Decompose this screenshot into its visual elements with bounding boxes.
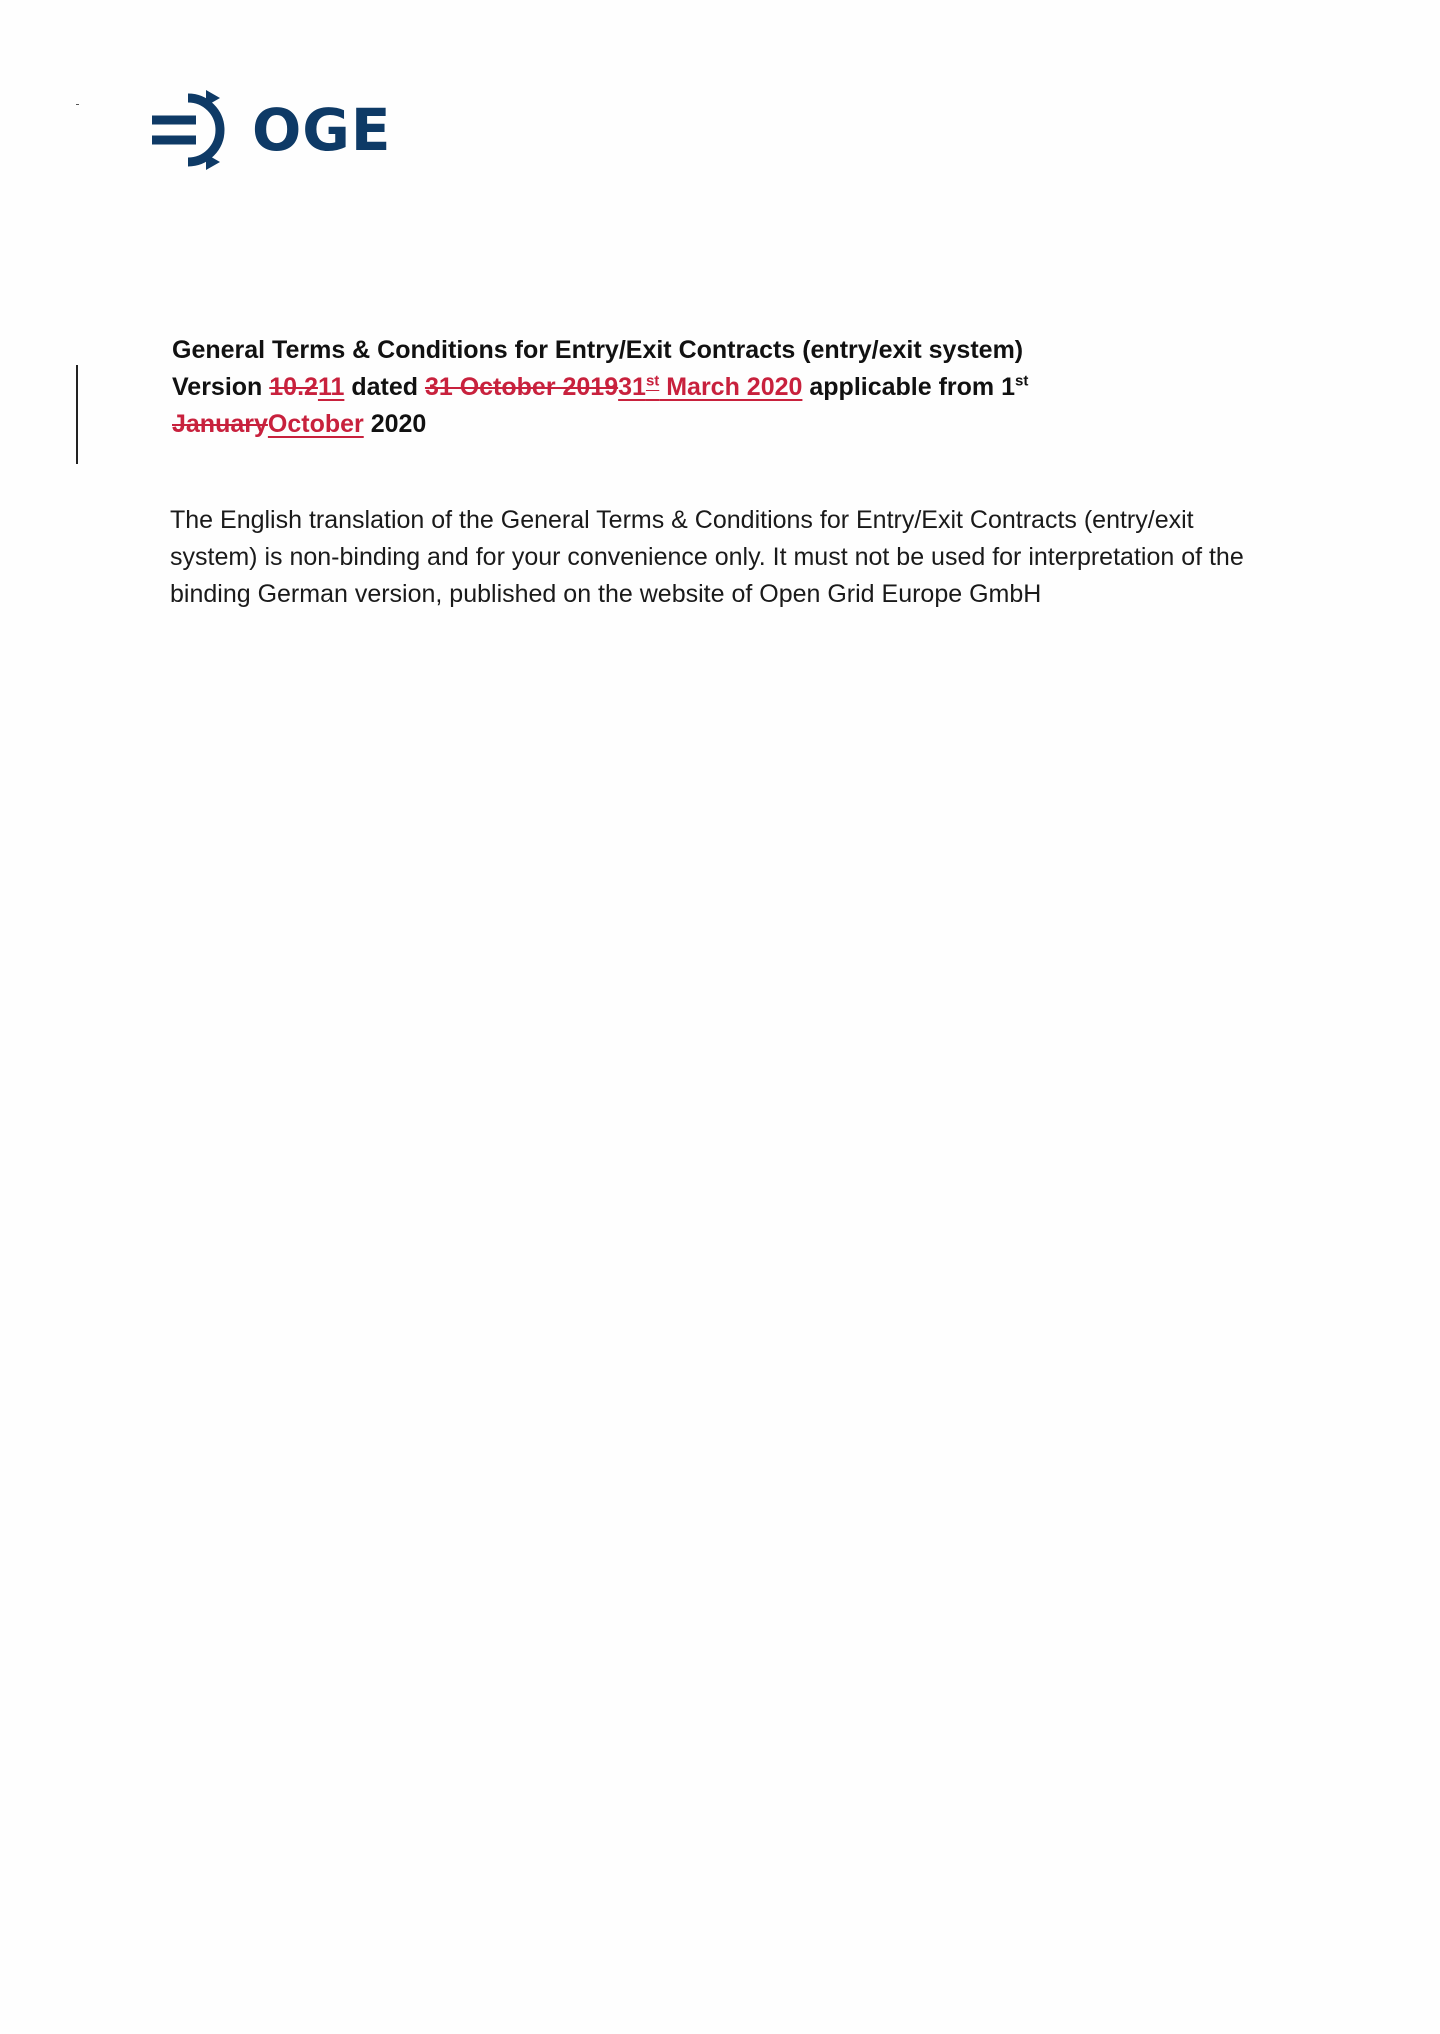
translation-notice — [170, 502, 1330, 613]
deleted-date: 31 October 2019 — [424, 373, 619, 401]
month-line — [172, 406, 1272, 443]
oge-logo — [150, 90, 392, 170]
notice-line-2: system) is non-binding and for your convenience only. It must not be used for interpretation of the — [170, 543, 1244, 571]
notice-line-3: binding German version, published on the website of Open Grid Europe GmbH — [170, 580, 1042, 608]
corner-mark — [76, 104, 79, 105]
title-line: General Terms & Conditions for Entry/Exit Contracts (entry/exit system) — [172, 336, 1024, 364]
inserted-version: 11 — [317, 373, 345, 401]
logo-wordmark: OGE — [252, 96, 392, 164]
inserted-month: October — [267, 410, 364, 438]
deleted-version: 10.2 — [269, 373, 318, 401]
revision-change-bar — [76, 365, 78, 464]
applicable-label: applicable from 1 — [802, 373, 1015, 401]
notice-line-1: The English translation of the General Terms & Conditions for Entry/Exit Contracts (entry/exit — [170, 506, 1194, 534]
deleted-month: January — [172, 410, 268, 438]
inserted-date — [618, 373, 802, 401]
version-line — [172, 369, 1272, 406]
dated-label: dated — [344, 373, 425, 401]
year: 2020 — [363, 410, 427, 438]
inserted-date-rest: March 2020 — [659, 373, 803, 401]
oge-logo-icon — [150, 90, 236, 170]
document-title — [172, 332, 1272, 443]
inserted-date-day: 31 — [618, 373, 646, 401]
version-label: Version — [172, 373, 270, 401]
applicable-suffix: st — [1014, 372, 1029, 390]
inserted-date-suffix: st — [645, 372, 660, 390]
